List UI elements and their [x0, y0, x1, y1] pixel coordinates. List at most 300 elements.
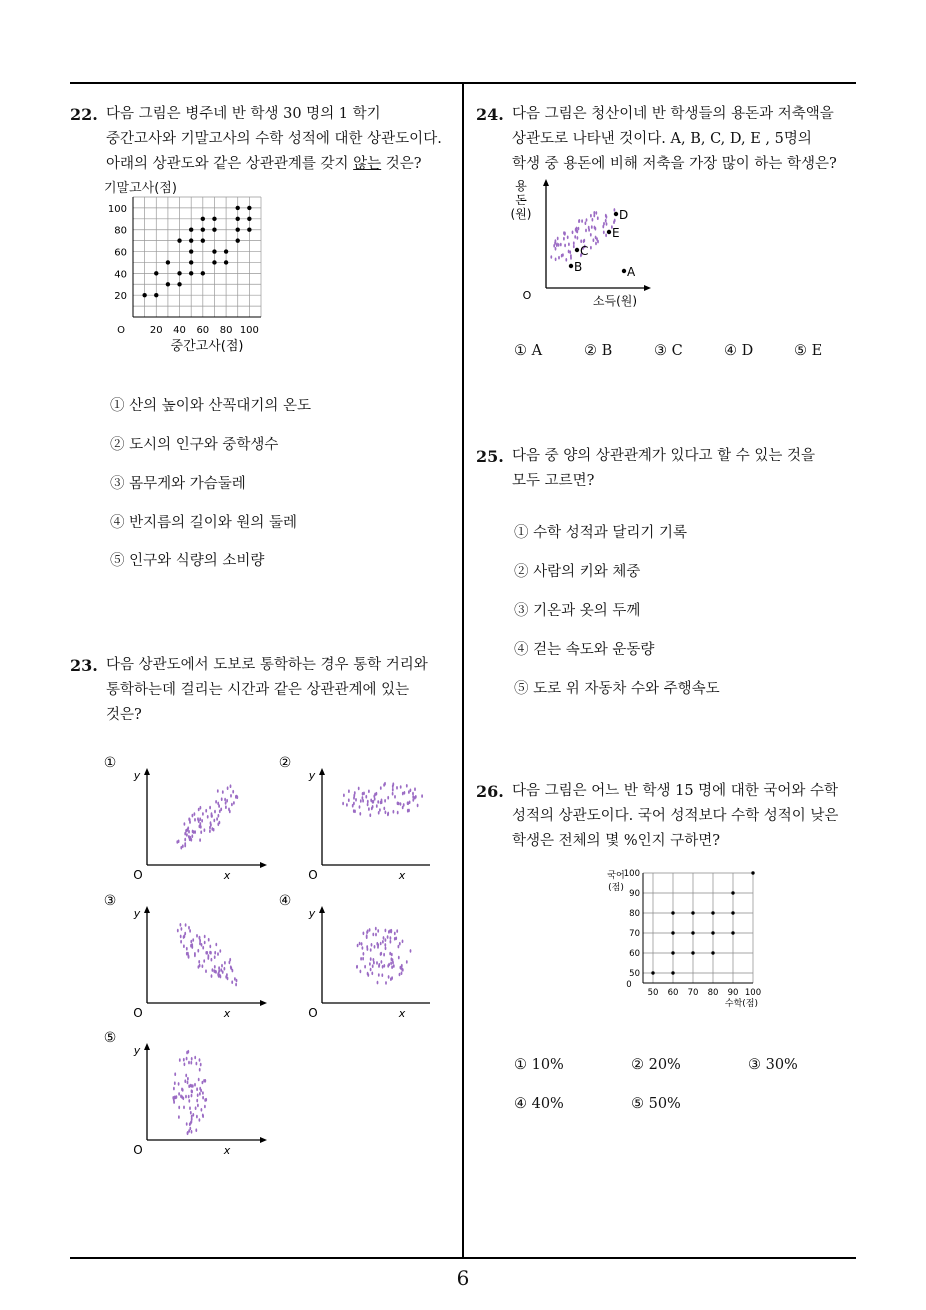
q26-option-2[interactable]: ② 20% — [631, 1057, 681, 1073]
scatter-dot — [191, 1094, 193, 1098]
data-point — [236, 217, 240, 221]
scatter-dot — [201, 943, 203, 947]
data-point — [691, 911, 694, 914]
scatter-dot — [210, 823, 212, 827]
scatter-dot — [191, 945, 193, 949]
scatter-dot — [205, 1098, 207, 1102]
question-text: 다음 그림은 어느 반 학생 15 명에 대한 국어와 수학 — [512, 783, 839, 799]
scatter-dot — [199, 817, 201, 821]
scatter-dot — [560, 243, 562, 247]
scatter-dot — [575, 228, 577, 232]
scatter-dot — [195, 1106, 197, 1110]
q22-option-2[interactable]: ② 도시의 인구와 중학생수 — [110, 437, 279, 453]
scatter-dot — [368, 790, 370, 794]
scatter-dot — [215, 800, 217, 804]
scatter-dot — [185, 829, 187, 833]
scatter-dot — [595, 227, 597, 231]
q22-option-5[interactable]: ⑤ 인구와 식량의 소비량 — [110, 553, 265, 569]
labeled-point — [607, 230, 611, 234]
scatter-dot — [553, 244, 555, 248]
x-axis-label: x — [223, 869, 231, 882]
scatter-dot — [354, 810, 356, 814]
scatter-dot — [224, 961, 226, 965]
scatter-dot — [226, 799, 228, 803]
scatter-dot — [181, 927, 183, 931]
origin-label: O — [308, 868, 318, 882]
scatter-dot — [186, 1122, 188, 1126]
scatter-dot — [406, 784, 408, 788]
question-text: 것은? — [106, 707, 142, 723]
scatter-dot — [590, 246, 592, 250]
y-arrow — [144, 906, 150, 913]
scatter-dot — [585, 221, 587, 225]
scatter-dot — [385, 811, 387, 815]
q24-option-1[interactable]: ① A — [514, 343, 543, 359]
q25-option-5[interactable]: ⑤ 도로 위 자동차 수와 주행속도 — [514, 681, 720, 697]
scatter-dot — [185, 923, 187, 927]
scatter-dot — [183, 944, 185, 948]
x-tick-label: 90 — [727, 988, 739, 998]
scatter-dot — [603, 231, 605, 235]
q22-option-4[interactable]: ④ 반지름의 길이와 원의 둘레 — [110, 515, 298, 531]
point-label: A — [627, 265, 636, 279]
scatter-dot — [400, 785, 402, 789]
scatter-dot — [376, 804, 378, 808]
scatter-dot — [593, 238, 595, 242]
data-point — [247, 217, 251, 221]
question-text: 중간고사와 기말고사의 수학 성적에 대한 상관도이다. — [106, 131, 442, 147]
scatter-dot — [595, 242, 597, 246]
x-tick-label: 20 — [149, 325, 163, 336]
scatter-dot — [562, 253, 564, 257]
scatter-dot — [184, 842, 186, 846]
q26-option-5[interactable]: ⑤ 50% — [631, 1096, 681, 1112]
y-tick-label: 40 — [114, 269, 127, 281]
scatter-dot — [176, 1095, 178, 1099]
scatter-dot — [397, 811, 399, 815]
scatter-dot — [198, 808, 200, 812]
scatter-dot — [403, 803, 405, 807]
scatter-dot — [228, 808, 230, 812]
scatter-dot — [387, 935, 389, 939]
scatter-dot — [399, 973, 401, 977]
scatter-dot — [412, 795, 414, 799]
data-point — [671, 951, 674, 954]
scatter-dot — [381, 799, 383, 803]
scatter-dot — [217, 952, 219, 956]
q22-option-1[interactable]: ① 산의 높이와 산꼭대기의 온도 — [110, 398, 312, 414]
scatter-dot — [376, 792, 378, 796]
data-point — [236, 206, 240, 210]
q25-option-4[interactable]: ④ 걷는 속도와 운동량 — [514, 642, 655, 658]
scatter-dot — [224, 967, 226, 971]
q25-option-2[interactable]: ② 사람의 키와 체중 — [514, 564, 641, 580]
scatter-dot — [590, 214, 592, 218]
y-axis-label-part: 국어 — [607, 871, 625, 881]
scatter-dot — [232, 969, 234, 973]
scatter-dot — [192, 814, 194, 818]
scatter-dot — [194, 952, 196, 956]
scatter-dot — [189, 1127, 191, 1131]
scatter-dot — [568, 243, 570, 247]
scatter-dot — [606, 222, 608, 226]
scatter-dot — [180, 940, 182, 944]
scatter-dot — [402, 792, 404, 796]
data-point — [751, 871, 754, 874]
scatter-dot — [380, 952, 382, 956]
q25-option-1[interactable]: ① 수학 성적과 달리기 기록 — [514, 525, 688, 541]
scatter-dot — [375, 927, 377, 931]
scatter-dot — [412, 792, 414, 796]
data-point — [651, 971, 654, 974]
scatter-dot — [200, 1063, 202, 1067]
scatter-dot — [407, 801, 409, 805]
scatter-dot — [389, 952, 391, 956]
data-point — [201, 271, 205, 275]
scatter-dot — [393, 964, 395, 968]
scatter-dot — [377, 929, 379, 933]
scatter-dot — [360, 970, 362, 974]
scatter-dot — [410, 949, 412, 953]
scatter-dot — [595, 211, 597, 215]
scatter-dot — [188, 835, 190, 839]
scatter-dot — [195, 1128, 197, 1132]
origin-label: O — [133, 1143, 143, 1157]
q26-option-4[interactable]: ④ 40% — [514, 1096, 564, 1112]
data-point — [142, 293, 146, 297]
y-arrow — [144, 1043, 150, 1050]
scatter-dot — [375, 933, 377, 937]
scatter-dot — [392, 784, 394, 788]
scatter-dot — [192, 1113, 194, 1117]
scatter-dot — [222, 970, 224, 974]
scatter-dot — [218, 966, 220, 970]
data-point — [691, 931, 694, 934]
scatter-dot — [214, 965, 216, 969]
origin-label: O — [117, 325, 125, 336]
scatter-dot — [210, 951, 212, 955]
y-tick-label: 100 — [107, 203, 127, 215]
scatter-dot — [204, 1105, 206, 1109]
scatter-dot — [392, 961, 394, 965]
scatter-dot — [179, 1058, 181, 1062]
x-tick-label: 60 — [667, 988, 679, 998]
x-axis-label: 소득(원) — [592, 294, 638, 308]
scatter-dot — [387, 812, 389, 816]
q25-option-3[interactable]: ③ 기온과 옷의 두께 — [514, 603, 641, 619]
scatter-dot — [182, 1088, 184, 1092]
scatter-dot — [401, 971, 403, 975]
scatter-dot — [606, 215, 608, 219]
scatter-dot — [558, 256, 560, 260]
panel-number: ④ — [278, 893, 292, 909]
y-tick-label: 90 — [629, 889, 640, 899]
scatter-dot — [236, 979, 238, 983]
panel-number: ② — [278, 755, 292, 771]
y-axis-label: y — [133, 1044, 141, 1057]
scatter-dot — [204, 1079, 206, 1083]
scatter-dot — [227, 977, 229, 981]
scatter-dot — [581, 219, 583, 223]
data-point — [212, 228, 216, 232]
point-label: D — [619, 208, 629, 222]
y-arrow — [543, 179, 549, 186]
scatter-dot — [218, 804, 220, 808]
q26-option-3[interactable]: ③ 30% — [748, 1057, 798, 1073]
data-point — [711, 911, 714, 914]
q24-option-5[interactable]: ⑤ E — [794, 343, 823, 359]
scatter-dot — [568, 250, 570, 254]
scatter-dot — [366, 931, 368, 935]
scatter-dot — [209, 945, 211, 949]
origin-label: O — [308, 1006, 318, 1020]
data-point — [177, 238, 181, 242]
data-point — [154, 271, 158, 275]
scatter-dot — [402, 940, 404, 944]
scatter-dot — [393, 810, 395, 814]
scatter-dot — [188, 1084, 190, 1088]
scatter-dot — [404, 791, 406, 795]
scatter-dot — [388, 975, 390, 979]
scatter-dot — [183, 1058, 185, 1062]
scatter-dot — [213, 969, 215, 973]
x-tick-label: 70 — [687, 988, 699, 998]
scatter-dot — [378, 973, 380, 977]
q24-option-3[interactable]: ③ C — [654, 343, 683, 359]
scatter-dot — [187, 1081, 189, 1085]
correlation-panel — [104, 755, 267, 882]
scatter-dot — [415, 795, 417, 799]
scatter-dot — [588, 228, 590, 232]
y-axis-label-part: 돈 — [515, 193, 527, 207]
data-point — [236, 238, 240, 242]
scatter-dot — [220, 975, 222, 979]
scatter-dot — [363, 932, 365, 936]
scatter-dot — [186, 833, 188, 837]
scatter-dot — [185, 1095, 187, 1099]
q24-option-4[interactable]: ④ D — [724, 343, 754, 359]
origin-label: O — [133, 1006, 143, 1020]
scatter-dot — [189, 929, 191, 933]
correlation-panel — [279, 893, 430, 1020]
scatter-dot — [180, 935, 182, 939]
scatter-dot — [394, 937, 396, 941]
scatter-dot — [555, 258, 557, 262]
scatter-dot — [569, 250, 571, 254]
scatter-dot — [399, 942, 401, 946]
correlation-panel — [279, 755, 430, 882]
scatter-dot — [194, 812, 196, 816]
scatter-dot — [373, 795, 375, 799]
scatter-dot — [591, 225, 593, 229]
scatter-dot — [209, 806, 211, 810]
scatter-dot — [365, 795, 367, 799]
scatter-dot — [362, 946, 364, 950]
scatter-dot — [187, 826, 189, 830]
scatter-dot — [178, 1082, 180, 1086]
scatter-dot — [362, 796, 364, 800]
scatter-dot — [199, 1092, 201, 1096]
scatter-dot — [208, 954, 210, 958]
data-point — [189, 271, 193, 275]
scatter-dot — [215, 970, 217, 974]
scatter-dot — [563, 237, 565, 241]
question-text: 것은? — [381, 156, 422, 172]
scatter-dot — [605, 219, 607, 223]
scatter-dot — [203, 959, 205, 963]
scatter-dot — [385, 947, 387, 951]
scatter-dot — [190, 940, 192, 944]
scatter-dot — [196, 1062, 198, 1066]
scatter-dot — [191, 1090, 193, 1094]
scatter-dot — [191, 1057, 193, 1061]
scatter-dot — [173, 1100, 175, 1104]
scatter-dot — [578, 227, 580, 231]
scatter-dot — [231, 803, 233, 807]
data-point — [201, 238, 205, 242]
scatter-dot — [550, 255, 552, 259]
scatter-dot — [227, 786, 229, 790]
point-label: C — [580, 244, 589, 258]
q24-option-2[interactable]: ② B — [584, 343, 613, 359]
y-axis-label-part: (원) — [510, 207, 532, 221]
data-point — [731, 891, 734, 894]
scatter-dot — [172, 1096, 174, 1100]
panel-number: ① — [103, 755, 117, 771]
scatter-dot — [235, 795, 237, 799]
data-point — [711, 951, 714, 954]
scatter-dot — [394, 795, 396, 799]
scatter-dot — [380, 942, 382, 946]
scatter-dot — [191, 834, 193, 838]
scatter-dot — [197, 1104, 199, 1108]
y-axis-label: y — [133, 907, 141, 920]
scatter-dot — [367, 800, 369, 804]
scatter-dot — [201, 819, 203, 823]
scatter-dot — [183, 935, 185, 939]
data-point — [212, 260, 216, 264]
scatter-dot — [377, 943, 379, 947]
scatter-dot — [567, 236, 569, 240]
scatter-dot — [191, 1120, 193, 1124]
scatter-dot — [190, 1111, 192, 1115]
underlined-word: 않는 — [353, 156, 382, 172]
scatter-dot — [614, 208, 616, 212]
scatter-dot — [188, 926, 190, 930]
scatter-dot — [214, 955, 216, 959]
scatter-dot — [221, 797, 223, 801]
panel-number: ③ — [103, 893, 117, 909]
data-point — [189, 260, 193, 264]
scatter-dot — [225, 801, 227, 805]
scatter-dot — [209, 829, 211, 833]
scatter-dot — [564, 244, 566, 248]
scatter-dot — [391, 965, 393, 969]
data-point — [671, 911, 674, 914]
scatter-dot — [200, 830, 202, 834]
question-text: 모두 고르면? — [512, 473, 595, 489]
data-point — [224, 249, 228, 253]
scatter-dot — [187, 1077, 189, 1081]
scatter-dot — [388, 930, 390, 934]
q22-option-3[interactable]: ③ 몸무게와 가슴둘레 — [110, 476, 246, 492]
q26-option-1[interactable]: ① 10% — [514, 1057, 564, 1073]
page-number: 6 — [456, 1266, 470, 1290]
scatter-dot — [199, 964, 201, 968]
scatter-dot — [214, 951, 216, 955]
data-point — [671, 931, 674, 934]
scatter-dot — [585, 229, 587, 233]
scatter-dot — [362, 957, 364, 961]
scatter-dot — [407, 809, 409, 813]
scatter-dot — [183, 1106, 185, 1110]
scatter-dot — [563, 231, 565, 235]
data-point — [166, 260, 170, 264]
bottom-rule — [70, 1257, 856, 1259]
data-point — [189, 238, 193, 242]
data-point — [166, 282, 170, 286]
scatter-dot — [390, 962, 392, 966]
scatter-dot — [570, 254, 572, 258]
x-tick-label: 60 — [196, 325, 210, 336]
scatter-dot — [194, 1083, 196, 1087]
scatter-dot — [384, 782, 386, 786]
scatter-dot — [212, 968, 214, 972]
scatter-dot — [202, 1114, 204, 1118]
scatter-dot — [410, 789, 412, 793]
question-number: 25. — [476, 447, 504, 466]
scatter-dot — [184, 1063, 186, 1067]
scatter-dot — [211, 958, 213, 962]
scatter-dot — [200, 1089, 202, 1093]
scatter-dot — [387, 796, 389, 800]
scatter-dot — [219, 810, 221, 814]
scatter-dot — [572, 231, 574, 235]
question-26 — [476, 779, 866, 854]
data-point — [236, 228, 240, 232]
scatter-dot — [361, 942, 363, 946]
scatter-dot — [204, 828, 206, 832]
scatter-dot — [358, 787, 360, 791]
scatter-dot — [222, 790, 224, 794]
scatter-dot — [184, 1079, 186, 1083]
scatter-dot — [374, 945, 376, 949]
scatter-dot — [578, 219, 580, 223]
scatter-dot — [205, 969, 207, 973]
scatter-dot — [373, 958, 375, 962]
column-divider — [462, 84, 464, 1258]
data-point — [711, 931, 714, 934]
scatter-dot — [573, 241, 575, 245]
data-point — [731, 931, 734, 934]
scatter-dot — [406, 960, 408, 964]
scatter-dot — [408, 790, 410, 794]
scatter-dot — [206, 951, 208, 955]
scatter-dot — [383, 807, 385, 811]
y-axis-label: y — [308, 769, 316, 782]
data-point — [189, 228, 193, 232]
scatter-dot — [188, 1099, 190, 1103]
scatter-dot — [384, 799, 386, 803]
scatter-dot — [225, 805, 227, 809]
scatter-dot — [366, 934, 368, 938]
labeled-point — [575, 248, 579, 252]
question-text: 통학하는데 걸리는 시간과 같은 상관관계에 있는 — [106, 682, 410, 698]
scatter-dot — [176, 840, 178, 844]
scatter-dot — [178, 1106, 180, 1110]
scatter-dot — [583, 239, 585, 243]
scatter-dot — [397, 802, 399, 806]
